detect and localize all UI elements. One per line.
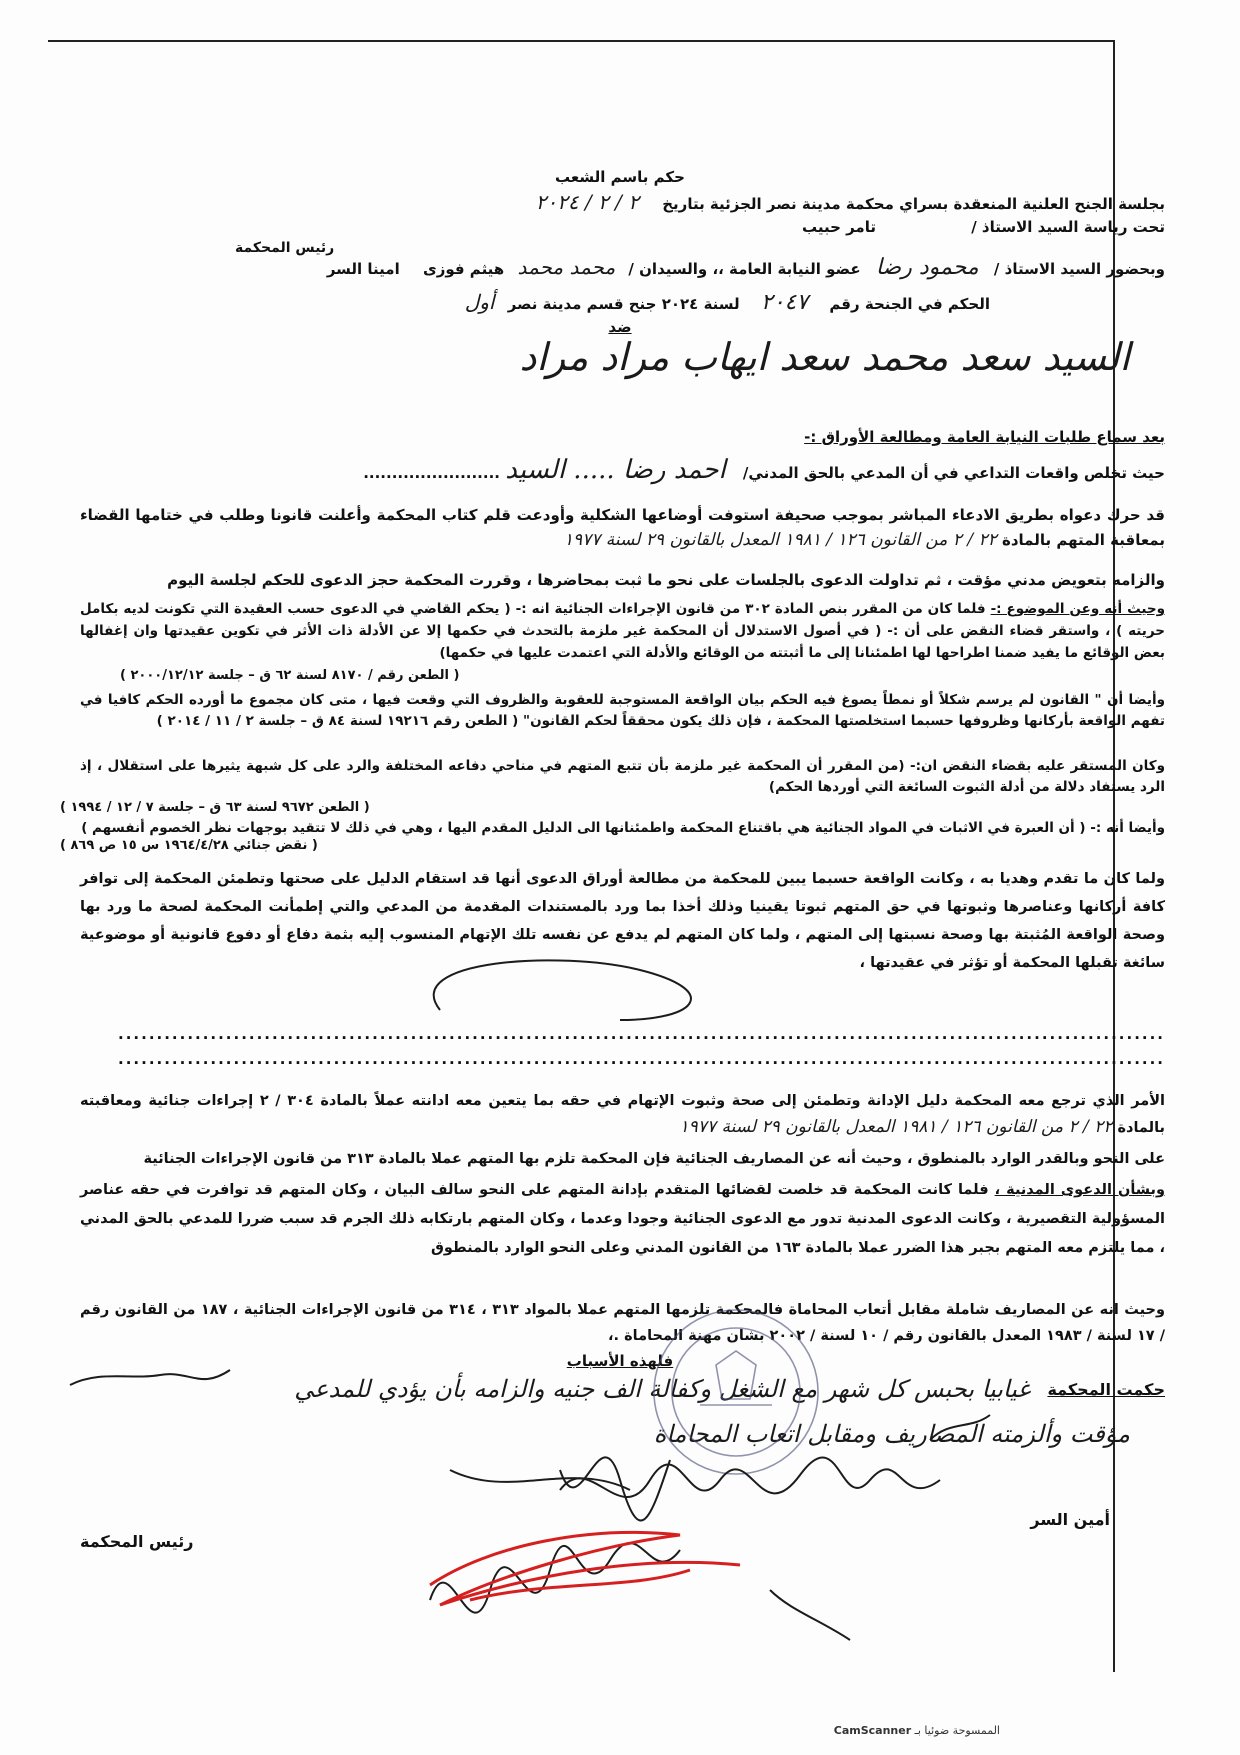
articles2-handwritten: ٢٢ / ٢ من القانون ١٢٦ / ١٩٨١ المعدل بالقانون ٢٩ لسنة ١٩٧٧ xyxy=(679,1117,1113,1137)
paragraph-legal-fees: وحيث انه عن المصاريف شاملة مقابل أتعاب المحاماة فالمحكمة تلزمها المتهم عملا بالمواد ٣١٣ ، ٣١٤ من قانون الإجراءات الجنائية ، ١٨٧ من القانون رقم / ١٧ لسنة / ١٩٨٣ المعدل بالقانون رقم / ١٠ لسنة / ٢٠٠٢ بشان مهنة المحاماة .، xyxy=(80,1302,1165,1344)
session-line: بجلسة الجنح العلنية المنعقدة بسراي محكمة مدينة نصر الجزئية بتاريخ ٢ / ٢ / ٢٠٢٤ xyxy=(535,190,1165,214)
plaintiff-handwritten: احمد رضا ..... السيد xyxy=(505,455,726,485)
against-label: ضد xyxy=(608,318,632,336)
paragraph-claim: قد حرك دعواه بطريق الادعاء المباشر بموجب صحيفة استوفت أوضاعها الشكلية وأودعت قلم كتاب المحكمة وأعلنت قانونا وطلب في ختامها القضاء بمعاقبة المتهم بالمادة ٢٢ / ٢ من القانون ١٢٦ / ١٩٨١ المعدل بالقانون ٢٩ لسنة ١٩٧٧ xyxy=(80,506,1165,550)
hearing-heading: بعد سماع طلبات النيابة العامة ومطالعة الأوراق :- xyxy=(804,428,1165,446)
session-date-handwritten: ٢ / ٢ / ٢٠٢٤ xyxy=(535,190,639,214)
articles-handwritten: ٢٢ / ٢ من القانون ١٢٦ / ١٩٨١ المعدل بالقانون ٢٩ لسنة ١٩٧٧ xyxy=(563,530,997,550)
case-number-line: الحكم في الجنحة رقم ٢٠٤٧ لسنة ٢٠٢٤ جنح قسم مدينة نصر أول xyxy=(464,290,990,315)
facts-intro-line: حيث تخلص واقعات التداعي في أن المدعي بالحق المدني/ احمد رضا ..... السيد ........................ xyxy=(363,455,1165,485)
prosecutor-handwritten: محمود رضا xyxy=(875,255,979,280)
clerk-signature-label: أمين السر xyxy=(1030,1510,1110,1529)
paragraph-conviction: الأمر الذي ترجع معه المحكمة دليل الإدانة وتطمئن إلى صحة وثبوت الإتهام في حقه بما يتعين معه ادانته عملاً بالمادة ٣٠٤ / ٢ إجراءات جنائية ومعاقبته بالمادة ٢٢ / ٢ من القانون ١٢٦ / ١٩٨١ المعدل بالقانون ٢٩ لسنة ١٩٧٧ xyxy=(80,1093,1165,1137)
paragraph-form-of-judgment: وأيضا أن " القانون لم يرسم شكلاً أو نمطاً يصوغ فيه الحكم بيان الواقعة المستوجبة للعقوبة والظروف التي وقعت فيها ، متى كان مجموع ما أورده الحكم كافيا في تفهم الواقعة بأركانها وظروفها حسبما استخلصتها المحكمة ، فإن ذلك يكون محققاً لحكم القانون" ( الطعن رقم ١٩٢١٦ لسنة ٨٤ ق – جلسة ٢ / ١١ / ٢٠١٤ ) xyxy=(80,692,1165,729)
citation-3: ( نقض جنائي ١٩٦٤/٤/٢٨ س ١٥ ص ٨٦٩ ) xyxy=(60,838,318,853)
paragraph-defense-response: وكان المستقر عليه بقضاء النقض ان:- (من المقرر أن المحكمة غير ملزمة بأن تتبع المتهم في مناحي دفاعه المختلفة والرد على كل شبهة يثيرها على استقلال ، إذ الرد يستفاد دلالة من أدلة الثبوت السائغة التي أوردها الحكم) xyxy=(80,758,1165,795)
camscanner-watermark: الممسوحة ضوئيا بـ CamScanner xyxy=(833,1724,1000,1737)
citation-1: ( الطعن رقم / ٨١٧٠ لسنة ٦٢ ق – جلسة ٢٠٠٠/١٢/١٢ ) xyxy=(120,668,460,683)
paragraph-criminal-costs: على النحو وبالقدر الوارد بالمنطوق ، وحيث أنه عن المصاريف الجنائية فإن المحكمة تلزم بها المتهم عملا بالمادة ٣١٣ من قانون الإجراءات الجنائية xyxy=(143,1151,1165,1167)
dotted-line-2: ........................................................................................................................................ xyxy=(118,1050,1165,1068)
reasons-heading: فلهذه الأسباب xyxy=(566,1352,674,1370)
attendance-line: وبحضور السيد الاستاذ / محمود رضا عضو النيابة العامة ،، والسيدان / محمد محمد هيثم فوزى امينا السر xyxy=(326,255,1165,280)
dotted-line-1: ........................................................................................................................................ xyxy=(118,1025,1165,1043)
paragraph-findings: ولما كان ما تقدم وهديا به ، وكانت الواقعة حسبما يبين للمحكمة من مطالعة أوراق الدعوى أنها قد استقام الدليل على صحتها وتطمئن المحكمة إلى توافر كافة أركانها وعناصرها وثبوتها في حق المتهم ثبوتا يقينيا وذلك أخذا بما ورد بالمستندات المقدمة من المدعي والتي إطمأنت المحكمة لصحة ما ورد بها وصحة الواقعة المُثبتة بها وصحة نسبتها إلى المتهم ، ولما كان المتهم لم يدفع عن نفسه تلك الإتهام المنسوب إليه بثمة دفاع أو دفوع قانونية أو موضوعية سائغة تقبلها المحكمة أو تؤثر في عقيدتها ، xyxy=(80,871,1165,971)
judgment-title: حكم باسم الشعب xyxy=(555,168,685,186)
defendant-name-handwritten: السيد سعد محمد سعد ايهاب مراد مراد xyxy=(519,335,1130,379)
clerk-handwritten: محمد محمد xyxy=(517,255,616,279)
citation-2: ( الطعن ٩٦٧٢ لسنة ٦٣ ق – جلسة ٧ / ١٢ / ١٩٩٤ ) xyxy=(60,800,370,815)
judge-title: رئيس المحكمة xyxy=(235,240,335,256)
ruling-heading: حكمت المحكمة xyxy=(1047,1380,1165,1399)
paragraph-adjournment: والزامه بتعويض مدني مؤقت ، ثم تداولت الدعوى بالجلسات على نحو ما ثبت بمحاضرها ، وقررت المحكمة حجز الدعوى للحكم لجلسة اليوم xyxy=(167,571,1165,589)
paragraph-evidence: وأيضا أنه :- ( أن العبرة في الاثبات في المواد الجنائية هي باقتناع المحكمة واطمئنانها الى الدليل المقدم اليها ، وهي في ذلك لا تتقيد بوجهات نظر الخصوم أنفسهم ) xyxy=(81,820,1165,836)
case-section-handwritten: أول xyxy=(464,290,495,314)
ruling-handwritten-line-2: مؤقت وألزمته المصاريف ومقابل اتعاب المحاماة xyxy=(653,1420,1130,1448)
ruling-handwritten-line-1: غيابيا بحبس كل شهر مع الشغل وكفالة الف جنيه والزامه بأن يؤدي للمدعي xyxy=(294,1375,1030,1403)
paragraph-civil-claim: وبشأن الدعوى المدنية ، فلما كانت المحكمة قد خلصت لقضائها المتقدم بإدانة المتهم على النحو سالف البيان ، وكان المتهم قد توافرت في حقه عناصر المسؤولية التقصيرية ، وكانت الدعوى المدنية تدور مع الدعوى الجنائية وجودا وعدما ، وكان المتهم بارتكابه ذلك الجرم قد سبب ضررا للمدعي بالحق المدني ، مما يلتزم معه المتهم بجبر هذا الضرر عملا بالمادة ١٦٣ من القانون المدني وعلى النحو الوارد بالمنطوق xyxy=(80,1182,1165,1256)
merits-heading: وحيث أنه وعن الموضوع :- xyxy=(990,601,1165,617)
case-number-handwritten: ٢٠٤٧ xyxy=(760,290,809,315)
president-signature-label: رئيس المحكمة xyxy=(80,1532,194,1551)
civil-heading: وبشأن الدعوى المدنية ، xyxy=(994,1182,1165,1198)
presidency-line: تحت رياسة السيد الاستاذ / تامر حبيب xyxy=(801,218,1165,236)
paragraph-merits: وحيث أنه وعن الموضوع :- فلما كان من المقرر بنص المادة ٣٠٢ من قانون الإجراءات الجنائية انه :- ( يحكم القاضي في الدعوى حسب العقيدة التي تكونت لديه بكامل حريته ) ، واستقر قضاء النقض على أن :- ( في أصول الاستدلال أن المحكمة غير ملزمة بالتحدث في حكمها إلا عن الأدلة ذات الأثر في تكوين عقيدتها وان إغفالها بعض الوقائع ما يفيد ضمنا اطراحها لها اطمئنانا إلى ما أثبتته من الوقائع والأدلة التي اعتمدت عليها في حكمها) xyxy=(80,601,1165,661)
